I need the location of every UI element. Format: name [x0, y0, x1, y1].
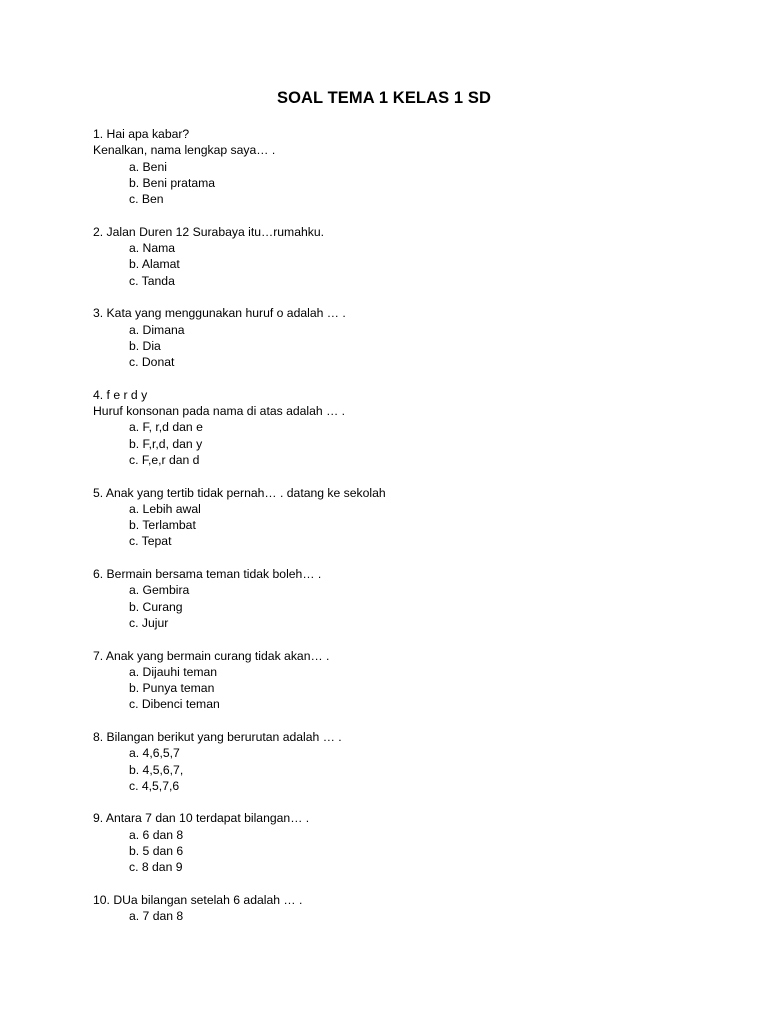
question-text: 3. Kata yang menggunakan huruf o adalah … .: [93, 306, 346, 321]
option-c: c. Ben: [129, 192, 164, 207]
question-text: 2. Jalan Duren 12 Surabaya itu…rumahku.: [93, 224, 325, 239]
question-9: [93, 810, 713, 875]
question-7: [93, 648, 713, 713]
option-c: c. 8 dan 9: [129, 860, 183, 875]
question-text: 4. f e r d y: [93, 387, 148, 402]
question-text: Huruf konsonan pada nama di atas adalah … .: [93, 404, 346, 419]
question-text: 10. DUa bilangan setelah 6 adalah … .: [93, 892, 303, 907]
question-5: [93, 485, 713, 550]
question-6: [93, 566, 713, 631]
option-a: a. F, r,d dan e: [129, 420, 203, 435]
option-b: b. Dia: [129, 338, 161, 353]
question-1: [93, 126, 713, 207]
option-c: c. Donat: [129, 355, 175, 370]
option-a: a. Beni: [129, 159, 167, 174]
option-b: b. Curang: [129, 599, 183, 614]
option-c: c. Tepat: [129, 534, 172, 549]
option-a: a. 4,6,5,7: [129, 746, 180, 761]
option-b: b. 5 dan 6: [129, 844, 184, 859]
option-c: c. F,e,r dan d: [129, 452, 200, 467]
question-text: 7. Anak yang bermain curang tidak akan… .: [93, 648, 330, 663]
option-c: c. 4,5,7,6: [129, 778, 180, 793]
question-text: 8. Bilangan berikut yang berurutan adalah … .: [93, 729, 342, 744]
option-c: c. Dibenci teman: [129, 697, 220, 712]
question-text: 9. Antara 7 dan 10 terdapat bilangan… .: [93, 811, 310, 826]
option-b: b. F,r,d, dan y: [129, 436, 203, 451]
question-text: Kenalkan, nama lengkap saya… .: [93, 143, 276, 158]
option-a: a. 6 dan 8: [129, 827, 184, 842]
question-text: 5. Anak yang tertib tidak pernah… . datang ke sekolah: [93, 485, 386, 500]
option-c: c. Tanda: [129, 273, 175, 288]
option-a: a. Lebih awal: [129, 501, 201, 516]
question-text: 6. Bermain bersama teman tidak boleh… .: [93, 567, 322, 582]
question-3: [93, 305, 713, 370]
question-8: [93, 729, 713, 794]
option-b: b. Beni pratama: [129, 175, 216, 190]
question-2: [93, 224, 713, 289]
option-a: a. Gembira: [129, 583, 190, 598]
page-title: SOAL TEMA 1 KELAS 1 SD: [277, 89, 491, 107]
option-a: a. 7 dan 8: [129, 909, 184, 924]
option-c: c. Jujur: [129, 615, 169, 630]
option-b: b. Punya teman: [129, 681, 215, 696]
question-text: 1. Hai apa kabar?: [93, 127, 190, 141]
option-b: b. 4,5,6,7,: [129, 762, 184, 777]
question-10: [93, 892, 713, 925]
option-b: b. Alamat: [129, 257, 180, 272]
option-b: b. Terlambat: [129, 518, 196, 533]
option-a: a. Dimana: [129, 322, 185, 337]
question-list: [93, 126, 713, 941]
option-a: a. Dijauhi teman: [129, 664, 218, 679]
question-4: [93, 387, 713, 468]
option-a: a. Nama: [129, 241, 176, 256]
